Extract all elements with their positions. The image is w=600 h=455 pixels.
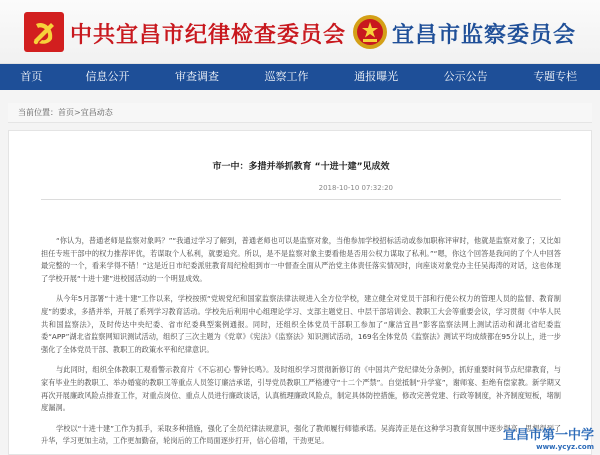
article-paragraph: 与此同时，组织全体教职工观看警示教育片《不忘初心 警钟长鸣》。及时组织学习贯彻新修订的《中国共产党纪律处分条例》，抓好重要时间节点纪律教育，与家有毕业生的教职工、举办婚宴的教职工等重点人员签订廉洁承诺，引导党员教职工严格遵守“十二个严禁”。自觉抵制“升学宴”，谢师宴、拒绝有偿家教。新学期又再次开展廉政风险点排查工作，对重点岗位、重点人员进行廉政谈话，认真梳理廉政风险点，制定具体防控措施，修改完善党建、行政等制度，补齐制度短板，堵制度漏洞。	[41, 365, 561, 413]
article-paragraph: 从今年5月部署“十进十建”工作以来，学校按照“党规党纪和国家监察法律法规进入全方位学校，建立健全对党员干部和行使公权力的管理人员的监督、教育制度”的要求，多措并举，开展了系列学习教育活动。学校先后利用中心组理论学习、支部主题党日、中层干部培训会、教职工大会等重要会议，学习贯彻《中华人民共和国监察法》，及时传达中央纪委、省市纪委典型案例通报。同时，还组织全体党员干部职工参加了“廉洁宜昌”影客监察法网上测试活动和湖北省纪委监委“APP”湖北省监察网知识测试活动，组织了三次主题为《党章》《宪法》《监察法》知识测试活动，169名全体党员《监察法》测试平均成绩都在95分以上，进一步强化了全体党员干部、教职工的政策水平和纪律意识。	[41, 294, 561, 354]
party-emblem-icon	[24, 12, 64, 52]
nav-special-topics[interactable]: 专题专栏	[533, 70, 578, 83]
breadcrumb-current-link[interactable]: 宜昌动态	[80, 108, 113, 117]
nav-info-disclosure[interactable]: 信息公开	[85, 70, 130, 83]
nav-home[interactable]: 首页	[20, 70, 43, 83]
site-title-commission: 中共宜昌市纪律检查委员会	[70, 22, 347, 48]
article-panel	[8, 130, 592, 455]
breadcrumb-home-link[interactable]: 首页	[58, 108, 74, 117]
article-paragraph: 学校以“十进十建”工作为抓手，采取多种措施，强化了全员纪律法规意识，强化了教师履行师德承诺。吴海涛正是在这种学习教育氛围中逐步提高，思想得到了升华，学习更加主动，工作更加勤奋，轮岗后的工作局面逐步打开，信心倍增，干劲更足。	[41, 423, 561, 446]
site-title-supervision: 宜昌市监察委员会	[392, 22, 577, 48]
watermark-url: www.ycyz.com	[536, 443, 594, 451]
article-title: 市一中：多措并举抓教育 “十进十建”见成效	[212, 162, 390, 172]
nav-announcements[interactable]: 公示公告	[443, 70, 488, 83]
breadcrumb-separator: >	[74, 108, 81, 117]
site-header	[0, 0, 600, 64]
watermark-name: 宜昌市第一中学	[502, 428, 594, 443]
nav-inspection[interactable]: 巡察工作	[264, 70, 309, 83]
main-nav	[0, 64, 600, 90]
article-paragraph: “你认为，普通老师是监察对象吗？”“我通过学习了解到，普通老师也可以是监察对象，当他参加学校招标活动或参加职称评审时，他就是监察对象了；又比如担任专班干部中的权力推荐评优，若谋取个人私利，就要追究。所以，是不是监察对象主要看他是否用公权力谋取了私利。”“嗯，你这个回答是我问的了个人中回答最完整的一个，看来学得不错！”这是近日市纪委派驻教育局纪检组到市一中督查全面从严治党主体责任落实情况时，向座谈对象党办主任吴海涛的对话，这也体现了学校开展“十进十建”进校园活动的一个明显成效。	[41, 236, 561, 283]
nav-exposure[interactable]: 通报曝光	[354, 70, 399, 83]
article-body	[41, 235, 561, 455]
nav-investigation[interactable]: 审查调查	[175, 70, 219, 83]
breadcrumb	[8, 103, 592, 123]
article-date: 2018-10-10 07:32:20	[318, 184, 393, 192]
article-divider	[41, 199, 561, 200]
breadcrumb-label: 当前位置：	[18, 108, 58, 117]
national-emblem-icon	[352, 14, 388, 50]
